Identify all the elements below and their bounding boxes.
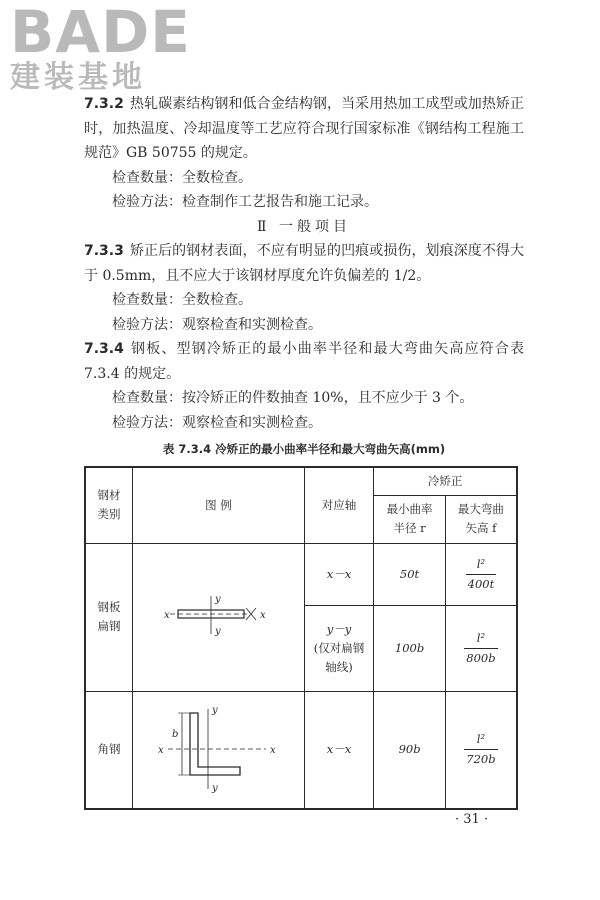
label-y-top: y <box>215 594 222 605</box>
clause-text: 热轧碳素结构钢和低合金结构钢，当采用热加工成型或加热矫正时，加热温度、冷却温度等工艺应符合现行国家标准《钢结构工程施工规范》GB 50755 的规定。 <box>84 96 524 161</box>
header-radius: 最小曲率半径 r <box>374 495 446 543</box>
header-figure: 图 例 <box>133 467 305 543</box>
category-plate: 钢板扁钢 <box>85 543 133 691</box>
label-x-right: x <box>270 744 277 756</box>
figure-plate <box>133 543 305 691</box>
label-b: b <box>172 728 179 740</box>
figure-angle <box>133 691 305 809</box>
inspection-method: 检验方法：观察检查和实测检查。 <box>112 316 322 333</box>
cold-straightening-table <box>84 466 518 810</box>
inspection-method: 检验方法：观察检查和实测检查。 <box>112 414 322 431</box>
angle-outline <box>190 713 240 775</box>
axis-value: x－x <box>304 543 374 605</box>
axis-note: (仅对扁钢轴线) <box>313 640 365 674</box>
watermark-brand: BADE <box>10 0 191 66</box>
section-7-3-2 <box>84 92 524 435</box>
label-x-left: x <box>164 610 171 621</box>
inspection-quantity: 检查数量：按冷矫正的件数抽查 10%，且不应少于 3 个。 <box>112 390 474 406</box>
label-y-bottom: y <box>212 782 219 794</box>
axis-value: x－x <box>304 691 374 809</box>
label-x-left: x <box>158 744 165 756</box>
inspection-quantity: 检查数量：全数检查。 <box>112 292 252 308</box>
header-sag: 最大弯曲矢高 f <box>445 495 517 543</box>
label-y-top: y <box>212 704 219 716</box>
label-y-bottom: y <box>215 626 222 637</box>
clause-7-3-2 <box>84 92 524 166</box>
clause-7-3-3 <box>84 239 524 288</box>
sag-value: $\frac{\text{l²}}{400t}$ <box>445 543 517 605</box>
angle-section-figure <box>138 697 298 797</box>
label-x-right: x <box>260 610 267 621</box>
clause-number: 7.3.2 <box>84 96 124 112</box>
header-axis: 对应轴 <box>304 467 374 543</box>
clause-text: 矫正后的钢材表面，不应有明显的凹痕或损伤，划痕深度不得大于 0.5mm，且不应大于该钢材厚度允许负偏差的 1/2。 <box>84 243 524 284</box>
inspection-quantity: 检查数量：全数检查。 <box>112 169 252 186</box>
inspection-method: 检验方法：检查制作工艺报告和施工记录。 <box>112 194 378 210</box>
clause-number: 7.3.3 <box>84 243 124 259</box>
watermark-logo <box>10 2 191 94</box>
page-number: · 31 · <box>455 812 489 827</box>
axis-value: y－y (仅对扁钢轴线) <box>304 605 374 691</box>
clause-text: 钢板、型钢冷矫正的最小曲率半径和最大弯曲矢高应符合表 7.3.4 的规定。 <box>84 341 524 382</box>
sag-value: $\frac{\text{l²}}{720b}$ <box>445 691 517 809</box>
radius-value: 100b <box>374 605 446 691</box>
radius-value: 50t <box>374 543 446 605</box>
axis-arrows <box>246 608 256 620</box>
watermark-chinese: 建装基地 <box>10 60 146 95</box>
radius-value: 90b <box>374 691 446 809</box>
category-angle: 角钢 <box>85 691 133 809</box>
sag-value: $\frac{\text{l²}}{800b}$ <box>445 605 517 691</box>
plate-section-figure <box>138 584 298 644</box>
header-cold-straightening: 冷矫正 <box>374 467 517 495</box>
clause-7-3-4 <box>84 337 524 386</box>
table-caption: 表 7.3.4 冷矫正的最小曲率半径和最大弯曲矢高(mm) <box>162 442 446 456</box>
subsection-heading: Ⅱ 一般项目 <box>257 218 351 235</box>
header-category: 钢材类别 <box>85 467 133 543</box>
clause-number: 7.3.4 <box>84 341 124 357</box>
